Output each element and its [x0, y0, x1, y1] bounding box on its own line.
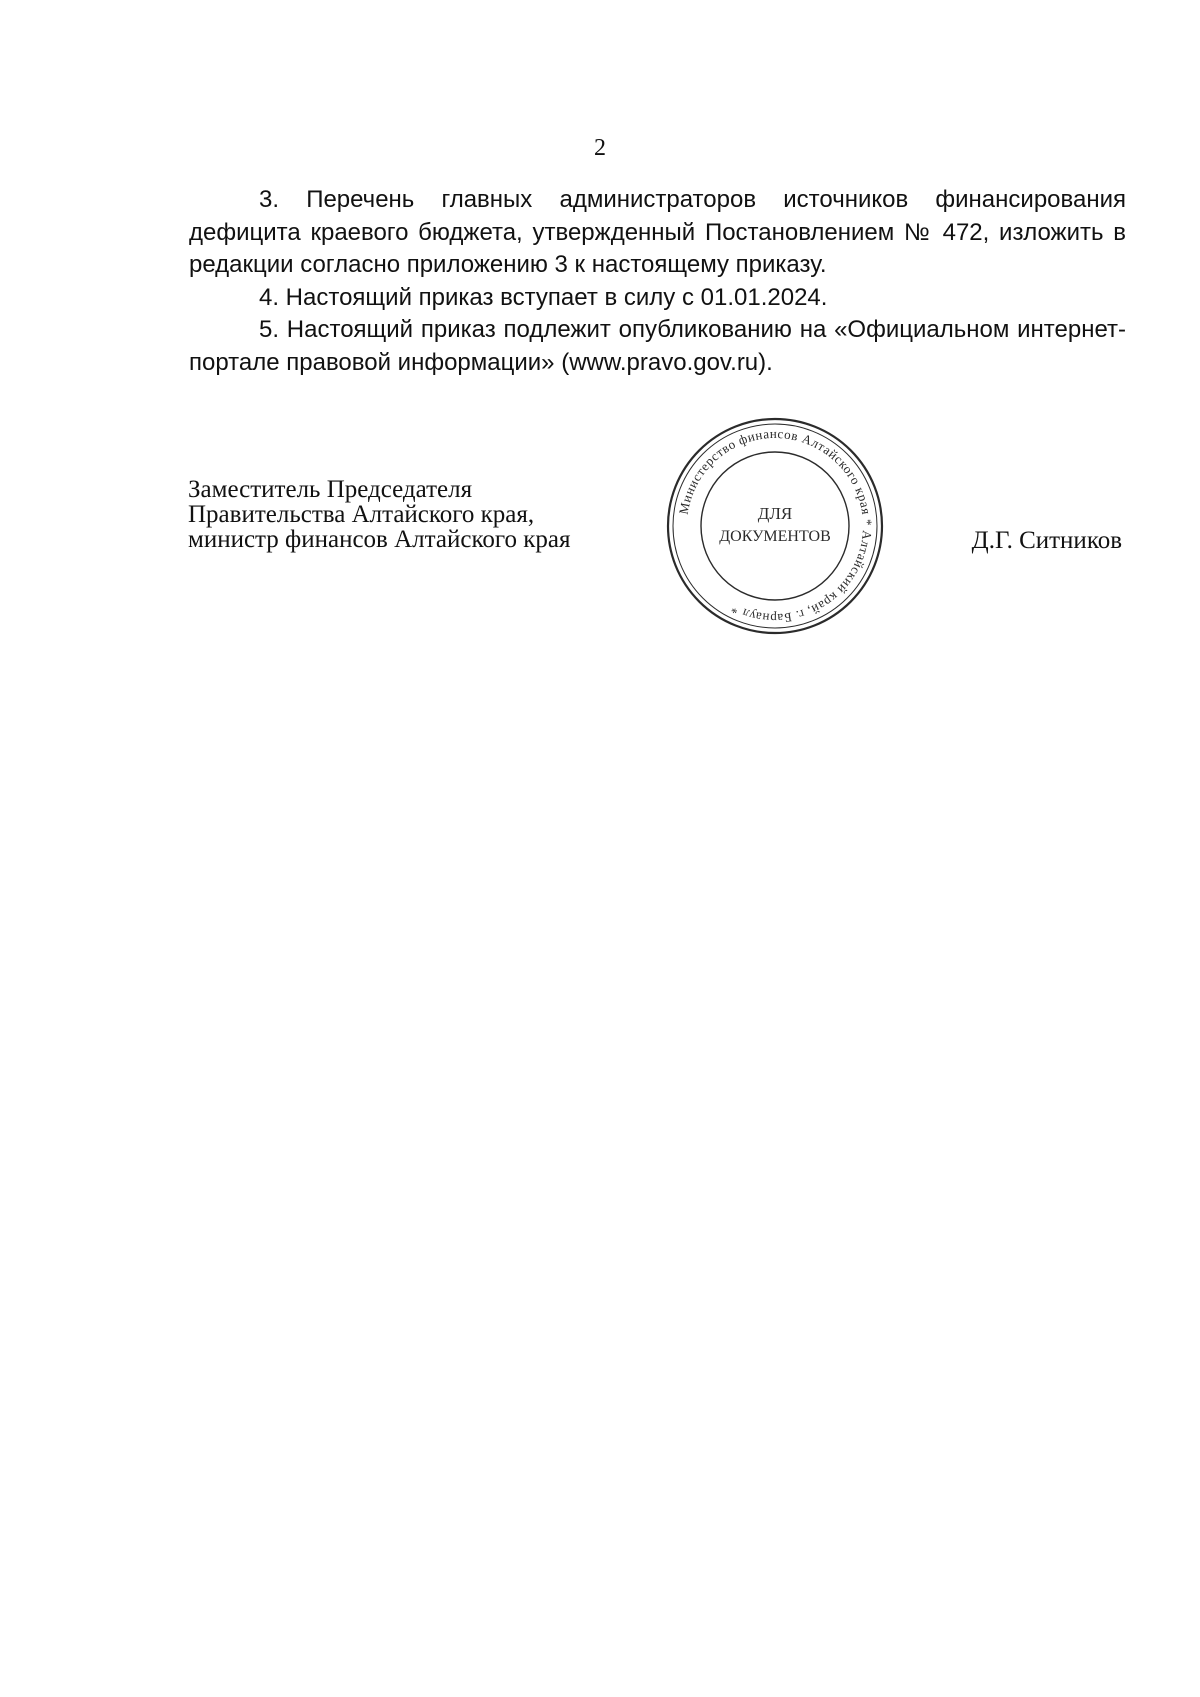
paragraph-4: 4. Настоящий приказ вступает в силу с 01.01.2024. — [259, 283, 828, 311]
stamp-outer-ring — [668, 419, 882, 633]
page-number: 2 — [594, 135, 606, 161]
signer-position-line-3: министр финансов Алтайского края — [188, 526, 571, 553]
signer-name: Д.Г. Ситников — [971, 527, 1122, 554]
stamp-ring-text: Министерство финансов Алтайского края * Алтайский край, г. Барнаул * — [675, 425, 876, 627]
signer-position — [188, 477, 708, 552]
official-stamp — [664, 415, 886, 637]
stamp-center-line-2: ДОКУМЕНТОВ — [719, 528, 831, 545]
stamp-seal-graphic — [664, 415, 886, 637]
stamp-outer-ring-inner — [673, 424, 877, 628]
stamp-inner-ring — [701, 452, 849, 600]
document-body — [189, 184, 1126, 379]
paragraph-3: 3. Перечень главных администраторов источников финансирования дефицита краевого бюджета, утвержденный Постановлением № 472, изложить в редакции согласно приложению 3 к настоящему приказу. — [189, 186, 1126, 278]
paragraph-5: 5. Настоящий приказ подлежит опубликованию на «Официальном интернет-портале правовой информации» (www.pravo.gov.ru). — [189, 316, 1126, 376]
signer-position-line-1: Заместитель Председателя — [188, 476, 473, 503]
stamp-center-line-1: ДЛЯ — [757, 504, 793, 523]
signer-position-line-2: Правительства Алтайского края, — [188, 501, 535, 528]
